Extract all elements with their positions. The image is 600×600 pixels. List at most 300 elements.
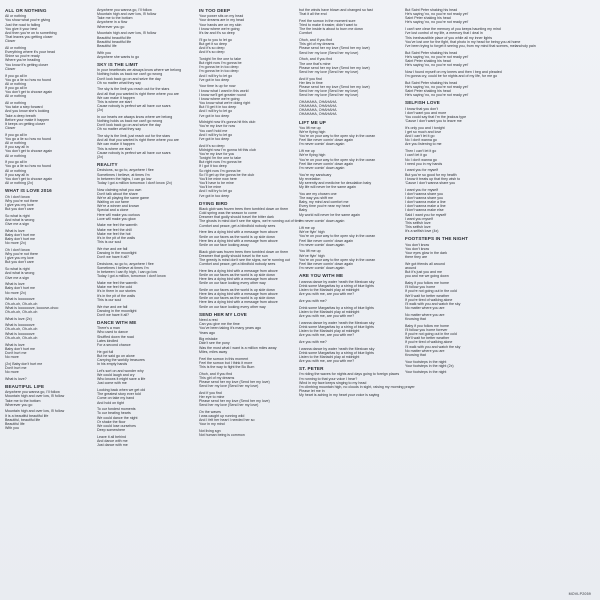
lyric-line: Ohoh, and if you find: [299, 38, 333, 43]
song-title: ALL OR NOTHING: [5, 8, 47, 13]
lyric-line: OHAHAHA, OHAHAHA: [299, 108, 337, 113]
lyric-line: Feel like never comin' down again: [299, 161, 354, 166]
lyric-line: Oh-oh-oh, Oh-oh-oh: [5, 301, 38, 306]
lyric-line: Carrying the worldly treasures: [97, 357, 145, 362]
lyric-line: Big mistake: [199, 337, 218, 342]
stanza: [5, 409, 89, 430]
lyric-line: Drink some Margaritas by a string of blue lights: [299, 283, 374, 288]
lyric-line: And what is wrong: [5, 271, 35, 276]
lyric-line: Dancing in the moonlight: [97, 308, 137, 313]
stanza: [199, 249, 290, 267]
stanza: [5, 160, 89, 185]
lyric-line: but the winds have blown and changed so fast: [299, 8, 373, 12]
stanza: [299, 280, 383, 297]
stanza: [5, 229, 89, 246]
lyric-line: The one that's mine: [299, 61, 331, 66]
stanza: [299, 100, 383, 117]
lyric-line: Don't hurt me: [5, 350, 27, 355]
lyrics-column: [5, 8, 89, 594]
stanza: [299, 38, 383, 55]
lyric-line: In his empty hands: [97, 362, 128, 367]
lyric-line: OHAHAHA, OHAHAHA: [299, 104, 337, 109]
lyric-line: I'll follow you home: [405, 285, 436, 290]
stanza: [299, 77, 383, 98]
lyric-line: Shine so you're ready: [5, 54, 40, 59]
stanza: [97, 188, 181, 221]
lyric-line: You could say that I'm the jealous type: [405, 114, 467, 119]
lyric-line: I wanna dance by water 'neath the Mexican sky: [299, 346, 375, 351]
lyric-line: Cause nobody is perfect we all have our scars: [97, 104, 171, 109]
lyric-line: But it's just you and me: [405, 270, 443, 275]
lyric-line: All or nothing: [5, 94, 26, 99]
song-block: [299, 8, 383, 117]
lyric-line: Your footsteps in the night (2x): [405, 363, 454, 368]
lyric-line: You've lost one for the fight, that photo in my head for being you at home: [405, 39, 521, 44]
song-title: FOOTSTEPS IN THE NIGHT: [405, 236, 469, 242]
lyric-line: We rise and we fall: [97, 304, 128, 309]
lyric-line: Don't look back go on and seize the day: [97, 123, 161, 128]
lyric-line: He's saying 'no, no you're not ready yet': [405, 84, 469, 89]
stanza: [5, 343, 89, 360]
stanza: [97, 31, 181, 48]
lyric-line: Feel like never comin' down again: [299, 261, 354, 266]
stanza: [299, 19, 383, 36]
lyric-line: Baby if you follow me home: [405, 323, 449, 328]
lyrics-column: [405, 8, 536, 594]
stanza: [199, 57, 283, 82]
lyric-line: Baby: [299, 208, 308, 213]
lyric-line: Oh-oh-oh, Oh-oh-oh: [5, 335, 38, 340]
lyric-line: Baby don't hurt me: [5, 232, 36, 237]
lyric-line: You don't get to choose again: [5, 90, 53, 95]
lyric-line: The sky is the limit, just reach out for the stars: [97, 134, 171, 139]
lyric-line: Special and a clone: [97, 208, 129, 213]
lyric-line: Can you give me the time: [199, 322, 240, 327]
lyric-line: He's saying 'no, no you're not ready yet': [405, 12, 469, 17]
lyric-line: We're a winner and known: [97, 204, 140, 209]
lyric-line: I give you my love: [5, 202, 34, 207]
lyric-line: Please send her my love (Send her my love): [299, 46, 370, 51]
lyric-line: Please send her my love (Send her my love): [199, 379, 270, 384]
lyric-line: We're all playing the same game: [97, 195, 149, 200]
lyric-line: We could lose ourselves: [97, 423, 136, 428]
stanza: [405, 8, 489, 25]
lyric-line: We can make it happen: [97, 142, 135, 147]
lyric-line: Before your make it happen: [5, 117, 50, 122]
stanza: [299, 126, 383, 147]
lyric-line: Are you listening to me: [405, 142, 442, 147]
lyric-line: And I felt her heart I needed her so: [199, 418, 255, 423]
lyric-line: Smile on our faces as the world is up side down: [199, 234, 275, 239]
lyric-line: Here will make you curious: [97, 212, 140, 217]
lyric-line: No more: [5, 355, 19, 359]
stanza: [405, 51, 489, 68]
lyric-line: And all that you wanted is right there where you are: [97, 91, 179, 96]
lyric-line: Then I can't let it go: [405, 149, 437, 154]
lyric-line: Her lies in time: [299, 80, 323, 85]
lyric-line: We're flying high: [299, 153, 326, 158]
lyric-line: Send her my love (Send her my love): [299, 89, 359, 94]
lyric-line: If you say all in: [5, 145, 29, 150]
lyric-line: But Saint Peter shaking his head: [405, 80, 458, 85]
stanza: [5, 267, 89, 279]
song-title: WHAT IS LOVE 2016: [5, 188, 52, 194]
stanza: [299, 226, 383, 247]
lyric-line: Here lies a dying bird with a message from above: [199, 300, 278, 305]
lyric-line: Drink some Margaritas by a string of blue lights: [299, 350, 374, 355]
lyric-line: The fire inside is about to burn me down: [299, 27, 363, 32]
lyric-line: Midnight now I'm gonna hit this club: [199, 147, 256, 152]
lyric-line: I'll go to you to let go: [199, 37, 232, 42]
lyric-line: Don't talk about the share: [97, 191, 138, 196]
lyric-line: Are you with me, are you with me?: [299, 333, 355, 338]
stanza: [405, 107, 489, 124]
stanza: [199, 288, 283, 309]
lyric-line: I don't wanna make else: [405, 208, 444, 213]
lyric-line: I want you myself: [405, 216, 433, 221]
lyric-line: Are you with me?: [299, 298, 327, 303]
lyric-line: Listen to the Mariachi play at midnight: [299, 354, 360, 359]
lyric-line: Oh no matter what they say: [97, 127, 141, 132]
lyric-line: Make me feel the chill: [97, 227, 132, 232]
lyric-line: I'll follow you home forever: [405, 327, 448, 332]
lyric-line: If you go all in: [5, 73, 28, 78]
song-title: LIFT ME UP: [299, 119, 327, 125]
lyric-line: This is where we start: [97, 99, 132, 104]
lyric-line: Feel the sorrow but I think it more: [199, 360, 253, 365]
stanza: [405, 168, 489, 185]
lyric-line: You're on your way to the open sky in the ocean: [299, 157, 376, 162]
lyric-line: This is our soul: [97, 240, 122, 245]
lyric-line: Anywhere you wanna go, I'll follow: [97, 8, 152, 12]
lyric-line: Smile on our faces as the world is up side down: [199, 296, 275, 301]
lyric-line: Listen to the Mariachi play at midnight: [299, 328, 360, 333]
song-block: [199, 312, 283, 438]
lyric-line: No I don't wanna go: [405, 157, 437, 162]
lyric-line: Send her my love (Send her my love): [199, 403, 259, 408]
lyric-line: But Saint Peter shaking his head: [405, 8, 458, 12]
lyric-line: What is love: [5, 228, 25, 233]
stanza: [405, 149, 489, 166]
lyric-line: Here lies a dying bird with a message from above: [199, 292, 278, 297]
lyric-line: Your in my mind: [199, 422, 225, 427]
lyric-line: In your heartbeats we always know where we belong: [97, 68, 182, 73]
lyric-line: We've flyin' high: [299, 253, 325, 258]
lyric-line: I don't wanna share you: [405, 191, 444, 196]
stanza: [405, 243, 489, 260]
stanza: [97, 134, 181, 159]
lyric-line: You know it's getting closer: [5, 62, 49, 67]
lyric-line: I want you for myself: [405, 168, 438, 173]
stanza: [97, 223, 181, 244]
lyric-line: Baby don't hurt me: [5, 346, 36, 351]
lyric-line: Dreamer that godly should travel the bitter dark: [199, 215, 274, 220]
lyric-line: I'm gonna cry, could be for nights and of my life, for me go: [405, 73, 498, 78]
stanza: [299, 347, 383, 364]
stanza: [299, 299, 383, 303]
lyric-line: Your time is up for now: [199, 84, 236, 89]
lyric-line: OHAHAHA, OHAHAHA: [299, 112, 337, 117]
lyric-line: 'Cause I don't wanna share you: [405, 180, 456, 185]
lyric-line: But you don't care: [5, 206, 34, 211]
lyric-line: I'm riding the waves for nights and days going to foreign places: [299, 372, 400, 377]
lyric-line: I know that you don't: [405, 106, 438, 111]
stanza: [199, 372, 283, 389]
stanza: [5, 362, 89, 374]
lyric-line: I don't wanna make a line: [405, 204, 446, 209]
stanza: [5, 390, 89, 407]
stanza: [199, 391, 283, 408]
lyric-line: I wanna dance by water 'neath the Mexican sky: [299, 320, 375, 325]
lyric-line: You are my chosen one: [299, 191, 337, 196]
lyric-line: You go a lie so how no found: [5, 136, 52, 141]
lyric-line: there they are: [405, 255, 428, 260]
lyric-line: This girl of my dreams: [299, 42, 335, 47]
lyric-line: Now I found myself on my knees and then I beg and pleaded: [405, 69, 502, 74]
lyric-line: Comfort and peace, get a blindfold nobody sees: [199, 262, 276, 267]
lyric-line: We've flyin' high: [299, 230, 325, 235]
lyric-line: I don't want you and more: [405, 110, 447, 115]
lyric-line: On the waves: [199, 410, 221, 415]
lyric-line: Where you're heading: [5, 58, 41, 63]
lyric-line: Send her my love (Send her my love): [299, 69, 359, 74]
lyric-line: around: [405, 266, 417, 271]
lyric-line: My world will never be the same again: [299, 212, 360, 217]
lyric-line: Love will make you glow: [97, 216, 136, 221]
lyric-line: Miles, miles away: [199, 349, 228, 354]
song-block: [199, 8, 283, 198]
lyric-line: Nothing holds us back we can't go wrong: [97, 119, 163, 124]
lyric-line: To our fondest moments: [97, 407, 136, 412]
song-block: [97, 162, 181, 317]
lyric-line: All or nothing: [5, 81, 26, 86]
lyric-line: Knowing that: [405, 352, 426, 357]
stanza: [299, 372, 415, 398]
stanza: [199, 14, 283, 35]
song-title: DANCE WITH ME: [97, 319, 137, 325]
stanza: [405, 27, 536, 48]
stanza: [199, 337, 283, 354]
stanza: [97, 68, 181, 85]
lyric-line: I know what I want in this world: [199, 88, 249, 93]
stanza: [199, 318, 283, 335]
lyric-line: But I'll get it in too deep: [199, 105, 237, 110]
lyric-line: You can't hold me: [199, 128, 228, 133]
lyric-line: Here lies a dying bird with a message from above: [199, 268, 278, 273]
stanza: [199, 357, 283, 369]
lyric-line: And then you're on to something: [5, 30, 57, 35]
lyric-line: Baby don't hurt me: [5, 237, 36, 242]
lyric-line: All or nothing: [5, 153, 26, 158]
lyric-line: So what is right: [5, 213, 30, 218]
lyric-line: No matter where you are: [405, 348, 445, 353]
lyric-line: I want you for myself: [405, 187, 438, 192]
lyric-line: My revelation: [299, 176, 321, 181]
lyric-line: Beautiful life: [97, 43, 117, 48]
lyric-line: Are you with me, are you with me?: [299, 292, 355, 297]
lyric-line: Please let me in: [299, 389, 325, 394]
lyric-line: I've lost control of my life, a memory that I deal in: [405, 31, 483, 36]
lyric-line: Don't look back go on and seize the day: [97, 76, 161, 81]
lyric-line: Dreamer that godly should travel to the sun: [199, 253, 268, 258]
song-block: [405, 100, 489, 233]
lyric-line: If you're not going out in the cold: [405, 289, 457, 294]
lyric-line: Decisions, so go to, anywhere I flee: [97, 168, 154, 173]
lyric-line: Oh I don't know: [5, 248, 30, 252]
lyric-line: I'm never comin' down again: [299, 266, 345, 271]
lyric-line: What is loooooove: [5, 297, 35, 302]
lyric-line: And I can't let it go: [405, 134, 435, 139]
stanza: [299, 219, 383, 223]
lyric-line: We're flying high: [299, 130, 326, 135]
song-title: IN TOO DEEP: [199, 8, 231, 13]
stanza: [199, 84, 283, 117]
lyric-line: You'll be mine now here: [199, 176, 237, 181]
lyric-line: Comfort and peace, get a blindfold nobody sees: [199, 223, 276, 228]
lyric-line: What is love?: [5, 376, 27, 381]
lyric-line: What is love: [5, 342, 25, 347]
lyric-line: Saint Peter shaking his head: [405, 16, 451, 21]
lyric-line: Today I got a million tomorrow I don't know (2x): [97, 180, 172, 185]
lyric-line: Anywhere you wanna go, I'll follow: [5, 390, 60, 395]
lyric-line: But right now I'm gonna be: [199, 61, 242, 66]
stanza: [5, 133, 89, 158]
lyric-line: OHAHAHA, OHAHAHA: [299, 99, 337, 104]
lyric-line: My heart is aching in my heart your voice is saying: [299, 393, 380, 398]
stanza: [199, 38, 283, 55]
lyric-line: And it's so deep: [199, 143, 225, 148]
lyric-line: Feel like never comin' down again: [299, 138, 354, 143]
stanza: [97, 435, 181, 447]
lyric-line: Send her my love (Send her my love): [199, 384, 259, 389]
lyric-line: But get it so deep: [199, 41, 227, 46]
lyric-line: I can't let it go: [405, 153, 428, 158]
lyric-line: In between I can fly high, I can go low: [97, 270, 157, 275]
lyric-line: He got full: [97, 349, 114, 354]
lyric-line: Drink some Margaritas by a string of blue lights: [299, 305, 374, 310]
lyric-line: All or nothing: [5, 141, 26, 146]
lyric-line: All or nothing: [5, 101, 26, 106]
stanza: [97, 350, 181, 367]
lyric-line: It's in the pit of the walls: [97, 235, 136, 240]
lyric-line: Make me feel the hot: [97, 231, 131, 236]
lyric-line: For a second chance: [97, 342, 131, 347]
lyric-line: You've been taking it's many years ago: [199, 326, 261, 331]
lyric-line: Feel like never comin' down again: [299, 238, 354, 243]
lyric-line: You show what you're giving: [5, 18, 51, 23]
lyric-line: Come on take my hand: [97, 396, 135, 401]
lyric-line: Your footsteps in the night: [405, 370, 447, 375]
song-block: [199, 200, 302, 309]
lyric-line: Oh-oh-oh, Oh-oh-oh: [5, 327, 38, 332]
lyric-line: If you're tired of walking alone: [405, 297, 453, 302]
lyric-line: Ohoh, and if you find: [299, 57, 333, 62]
lyric-line: Knowing that: [405, 316, 426, 321]
lyric-line: Give me a sign: [5, 275, 29, 280]
lyric-line: We can make it happen: [97, 95, 135, 100]
stanza: [97, 281, 181, 302]
lyric-line: Every time you're near my heart: [299, 204, 350, 209]
lyric-line: He's saying 'no, no you're not ready yet': [405, 93, 469, 98]
stanza: [5, 74, 89, 99]
lyric-line: I'm running to that your voice I hear?: [299, 376, 358, 381]
lyric-line: But he said go on alone: [97, 353, 135, 358]
lyric-line: Tonight I'm the one to take: [199, 56, 242, 61]
lyric-line: Just dance with me: [97, 443, 128, 448]
lyric-line: Smile on our face looking away: [199, 242, 249, 247]
stanza: [5, 14, 89, 43]
lyric-line: This selfish love: [405, 225, 431, 230]
lyric-line: Cold spring was the season to come: [199, 211, 257, 216]
lyric-line: The way you shift me: [299, 195, 333, 200]
lyric-line: We got friends all around: [405, 261, 445, 266]
lyric-line: Here lies a dying bird with a message from above: [199, 277, 278, 282]
lyric-line: If you're tired of walking alone: [405, 340, 453, 345]
lyric-line: Said I want you for myself: [405, 212, 447, 217]
lyric-line: You're on your way to the open sky in the ocean: [299, 134, 376, 139]
lyric-line: We rise and we fall: [97, 246, 128, 251]
lyric-line: You take a step forward: [5, 105, 43, 110]
stanza: [405, 126, 489, 147]
lyric-line: I know where we're going: [199, 96, 240, 101]
stanza: [199, 120, 283, 141]
lyric-line: Here lies a dying bird with a message from above: [199, 238, 278, 243]
lyric-line: I know it treats up that they wish to: [405, 176, 461, 181]
lyric-line: Didn't see the pony: [199, 341, 230, 346]
lyric-line: Send her my love (Send her my love): [299, 50, 359, 55]
lyric-line: You're on your way to the open sky in the ocean: [299, 234, 376, 239]
lyric-line: Her eye to mine: [199, 394, 225, 399]
lyric-line: No I don't wanna go: [405, 138, 437, 143]
lyric-line: It is a beautiful beautiful life: [5, 413, 49, 418]
lyric-line: Here lies a dying bird with a message from above: [199, 230, 278, 235]
lyric-line: To our beating hearts: [97, 411, 131, 416]
lyric-line: I'll walk with you and watch the sky: [405, 301, 461, 306]
song-block: [5, 188, 89, 381]
lyric-line: I'm never comin' down again: [299, 242, 345, 247]
lyric-line: Make me feel the warmth: [97, 281, 138, 286]
lyric-line: What is love (2x): [5, 316, 32, 321]
lyric-line: Tonight I'm the one to take: [199, 156, 242, 161]
lyric-line: Oh I don't know: [5, 194, 30, 199]
lyric-line: So I'll get up the gonna be the club: [199, 172, 255, 177]
lyric-line: My serenity and medicine for desolation baby: [299, 180, 372, 185]
lyric-line: You lift me up: [299, 125, 321, 130]
song-title: BEAUTIFUL LIFE: [5, 383, 45, 389]
stanza: [405, 81, 489, 98]
lyric-line: Feel the sorrow in the moment sure: [299, 18, 356, 23]
stanza: [299, 249, 383, 270]
song-block: [299, 120, 383, 271]
lyric-line: We could dance the night: [97, 415, 138, 420]
lyric-line: Please send her my love (Send her my love): [299, 84, 370, 89]
song-block: [97, 320, 181, 447]
lyric-line: Years ago: [199, 330, 216, 335]
lyric-line: What is loooooove: [5, 323, 35, 328]
lyric-line: Not human being is common: [199, 433, 245, 438]
lyric-line: You don't get to choose again: [5, 149, 53, 154]
lyric-line: I can't see clear the memory of you keeps haunting my mind: [405, 27, 501, 32]
lyric-line: you and me we going down: [405, 274, 449, 279]
stanza: [5, 214, 89, 226]
lyric-line: I've got in too deep: [199, 193, 230, 198]
lyric-line: Saint Peter shaking his head: [405, 89, 451, 94]
stanza: [199, 269, 283, 286]
lyric-line: Anywhere in a flow: [97, 20, 128, 25]
lyric-line: Looking back when we get old: [97, 388, 146, 393]
stanza: [97, 305, 181, 317]
lyric-line: And if you find: [199, 390, 222, 395]
